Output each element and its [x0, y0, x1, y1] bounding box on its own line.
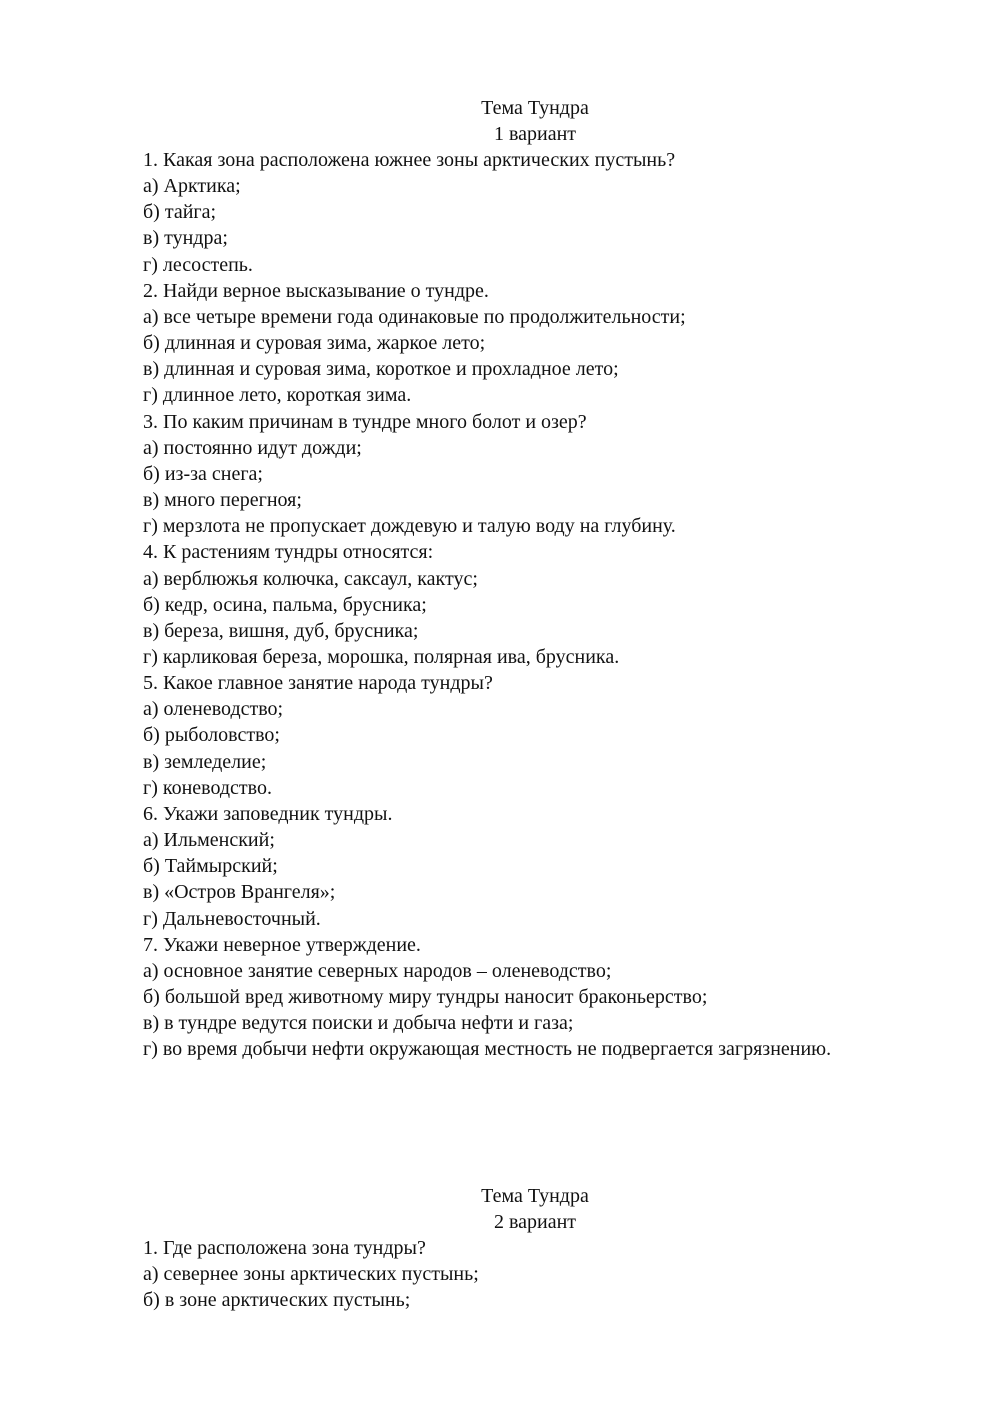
question-4: 4. К растениям тундры относятся: [143, 541, 434, 564]
question-6: 6. Укажи заповедник тундры. [143, 802, 393, 825]
q1-option-a: а) севернее зоны арктических пустынь; [143, 1263, 479, 1286]
question-3: 3. По каким причинам в тундре много болот и озер? [143, 410, 587, 433]
q7-option-c: в) в тундре ведутся поиски и добыча нефти и газа; [143, 1012, 574, 1035]
q7-option-a: а) основное занятие северных народов – оленеводство; [143, 959, 612, 982]
q4-option-a: а) верблюжья колючка, саксаул, кактус; [143, 567, 478, 590]
q5-option-d: г) коневодство. [143, 776, 272, 799]
q7-option-b: б) большой вред животному миру тундры наносит браконьерство; [143, 986, 708, 1008]
topic-title: Тема Тундра [481, 1185, 589, 1207]
q3-option-d: г) мерзлота не пропускает дождевую и талую воду на глубину. [143, 515, 676, 538]
q2-option-b: б) длинная и суровая зима, жаркое лето; [143, 332, 486, 355]
q5-option-a: а) оленеводство; [143, 698, 284, 721]
question-1: 1. Какая зона расположена южнее зоны арктических пустынь? [143, 149, 676, 171]
variant-label: 2 вариант [493, 1211, 577, 1233]
variant-1-section [143, 95, 963, 1062]
question-5: 5. Какое главное занятие народа тундры? [143, 672, 493, 695]
q5-option-b: б) рыболовство; [143, 724, 280, 747]
q7-option-d: г) во время добычи нефти окружающая местность не подвергается загрязнению. [143, 1038, 832, 1061]
q1-option-b: б) в зоне арктических пустынь; [143, 1289, 411, 1312]
question-2: 2. Найди верное высказывание о тундре. [143, 279, 489, 302]
q4-option-d: г) карликовая береза, морошка, полярная ива, брусника. [143, 645, 620, 668]
q2-option-a: а) все четыре времени года одинаковые по продолжительности; [143, 305, 686, 328]
q6-option-d: г) Дальневосточный. [143, 907, 321, 930]
q2-option-d: г) длинное лето, короткая зима. [143, 384, 412, 407]
q4-option-c: в) береза, вишня, дуб, брусника; [143, 619, 419, 642]
q1-option-c: в) тундра; [143, 227, 228, 250]
q1-option-b: б) тайга; [143, 201, 217, 224]
q6-option-c: в) «Остров Врангеля»; [143, 881, 336, 904]
q5-option-c: в) земледелие; [143, 750, 267, 773]
q3-option-b: б) из-за снега; [143, 462, 263, 485]
topic-title: Тема Тундра [481, 97, 589, 119]
question-1: 1. Где расположена зона тундры? [143, 1237, 426, 1259]
q1-option-a: а) Арктика; [143, 175, 241, 198]
q3-option-a: а) постоянно идут дожди; [143, 436, 362, 459]
variant-label: 1 вариант [493, 123, 577, 145]
variant-2-section [143, 1183, 963, 1313]
question-7: 7. Укажи неверное утверждение. [143, 933, 421, 956]
q2-option-c: в) длинная и суровая зима, короткое и прохладное лето; [143, 358, 619, 381]
q4-option-b: б) кедр, осина, пальма, брусника; [143, 593, 427, 616]
q3-option-c: в) много перегноя; [143, 489, 302, 512]
q1-option-d: г) лесостепь. [143, 253, 253, 276]
q6-option-b: б) Таймырский; [143, 855, 278, 878]
q6-option-a: а) Ильменский; [143, 829, 275, 852]
